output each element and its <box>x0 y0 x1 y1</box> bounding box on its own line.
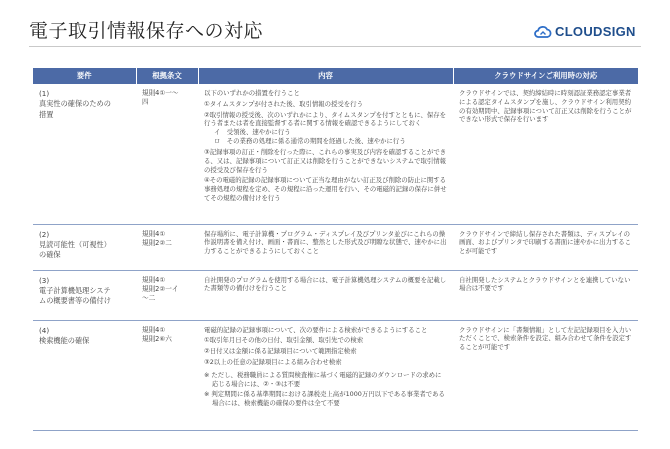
content-line: ①取引年月日その他の日付、取引金額、取引先での検索 <box>204 336 364 345</box>
content-line: ②日付又は金額に係る記録項目について範囲指定検索 <box>204 347 357 356</box>
content-note: ※ ただし、税務職員による質問検査権に基づく電磁的記録のダウンロードの求めに応じる場合には、②・③は不要 <box>204 370 442 388</box>
header-requirement: 要件 <box>33 68 136 84</box>
law-cell <box>136 320 198 430</box>
content-cell <box>198 320 453 430</box>
table-header-row <box>33 68 638 84</box>
cloudsign-cell: クラウドサインで締結し保存された書類は、ディスプレイの画面、およびプリンタで印刷する書面に速やかに出力することが可能です <box>453 224 638 270</box>
requirement-cell <box>33 84 136 224</box>
logo-text: CLOUDSIGN <box>555 24 636 39</box>
header-cloudsign: クラウドサインご利用時の対応 <box>453 68 638 84</box>
content-line: 以下のいずれかの措置を行うこと <box>204 89 300 97</box>
law-line: 規則4① <box>142 275 166 284</box>
law-line: 規則2②二 <box>142 238 172 247</box>
content-line: 電磁的記録の記録事項について、次の要件による検索ができるようにすること <box>204 325 428 334</box>
cloudsign-cell: クラウドサインに「書類情報」として左記記録項目を入力いただくことで、検索条件を設定、組み合わせて条件を設定することが可能です <box>453 320 638 430</box>
requirement-text: 見読可能性（可視性）の確保 <box>39 239 111 260</box>
header-content: 内容 <box>198 68 453 84</box>
cloud-logo-icon <box>534 26 552 38</box>
law-line: 規則2⑥六 <box>142 334 172 343</box>
content-subline: ロ その業務の処理に係る通常の期間を経過した後、速やかに行う <box>214 137 406 146</box>
table-row <box>33 224 638 270</box>
content-line: ①タイムスタンプが付された後、取引情報の授受を行う <box>204 99 363 108</box>
law-line: 〜二 <box>142 293 156 302</box>
content-line: ④その電磁的記録の記録事項について正当な理由がない訂正及び削除の防止に関する事務処理の規程を定め、その規程に沿った運用を行い、その電磁的記録の保存に併せてその規程の備付けを行う <box>204 176 447 203</box>
row-number: (1) <box>39 89 50 98</box>
content-line: ③2以上の任意の記録項目による組み合わせ検索 <box>204 357 342 366</box>
requirement-cell <box>33 270 136 320</box>
table-row <box>33 84 638 224</box>
cloudsign-cell: クラウドサインでは、契約締結時に時刻認証業務認定事業者による認定タイムスタンプを施し、クラウドサイン利用契約の有効期間中、記録事項について訂正又は削除を行うことができない形式で保存を行います <box>453 84 638 224</box>
law-line: 規則4① <box>142 229 166 238</box>
content-cell: 自社開発のプログラムを使用する場合には、電子計算機処理システムの概要を記載した書類等の備付けを行うこと <box>198 270 453 320</box>
law-line: 規則2②一イ <box>142 284 179 293</box>
requirement-text: 電子計算機処理システムの概要書等の備付け <box>39 285 111 306</box>
law-line: 規則4①一〜 <box>142 89 179 97</box>
law-cell <box>136 84 198 224</box>
content-cell: 保存場所に、電子計算機・プログラム・ディスプレイ及びプリンタ並びにこれらの操作説明書を備え付け、画面・書面に、整然とした形式及び明瞭な状態で、速やかに出力することができるようにしておくこと <box>198 224 453 270</box>
cloudsign-cell: 自社開発したシステムとクラウドサインとを連携していない場合は不要です <box>453 270 638 320</box>
law-cell <box>136 224 198 270</box>
content-subline: イ 受領後、速やかに行う <box>214 128 291 137</box>
requirement-cell <box>33 224 136 270</box>
requirement-text: 真実性の確保のための措置 <box>39 99 111 119</box>
table-row <box>33 320 638 430</box>
content-cell <box>198 84 453 224</box>
content-line: ③記録事項の訂正・削除を行った際に、これらの事実及び内容を確認することができる、又は、記録事項について訂正又は削除を行うことができないシステムで取引情報の授受及び保存を行う <box>204 147 447 174</box>
law-cell <box>136 270 198 320</box>
content-note: ※ 判定期間に係る基準期間における課税売上高が1000万円以下である事業者である場合には、検索機能の確保の要件は全て不要 <box>204 390 445 408</box>
row-number: (2) <box>39 229 50 239</box>
row-number: (4) <box>39 325 50 335</box>
requirements-table <box>33 68 638 431</box>
law-line: 四 <box>142 98 149 107</box>
header-law: 根拠条文 <box>136 68 198 84</box>
page-title: 電子取引情報保存への対応 <box>29 20 264 42</box>
table-row <box>33 270 638 320</box>
requirement-text: 検索機能の確保 <box>39 335 90 345</box>
content-line: ②取引情報の授受後、次のいずれかにより、タイムスタンプを付すとともに、保存を行う者または者を直接監督する者に関する情報を確認できるようにしておく <box>204 110 447 128</box>
title-divider <box>29 46 641 47</box>
requirement-cell <box>33 320 136 430</box>
row-number: (3) <box>39 275 50 285</box>
law-line: 規則4① <box>142 325 166 334</box>
cloudsign-logo <box>534 24 636 39</box>
